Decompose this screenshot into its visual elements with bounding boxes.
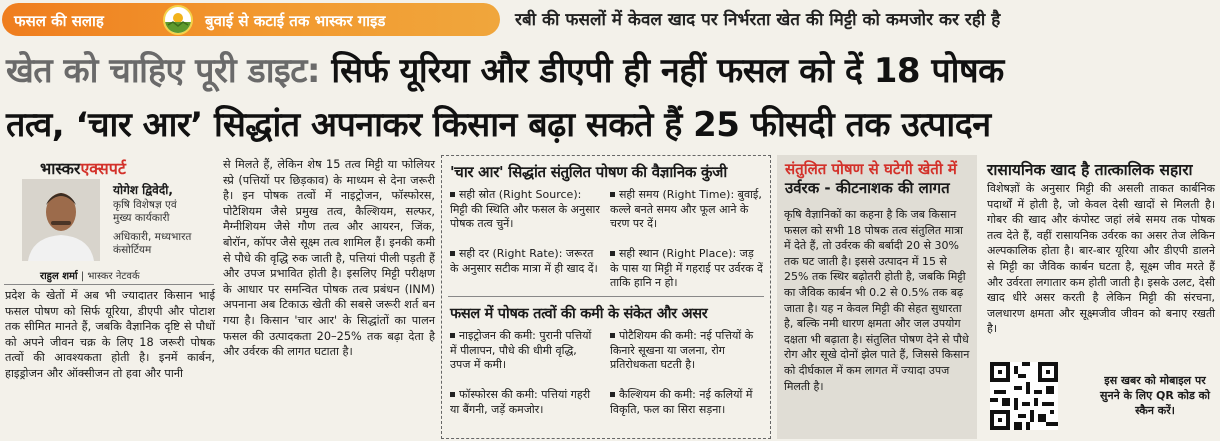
headline-line-1 bbox=[6, 46, 1216, 92]
rule-text: सही स्थान (Right Place): जड़ के पास या मिट्टी में गहराई पर उर्वरक दें ताकि हानि न हो। bbox=[610, 247, 763, 290]
sign-text: कैल्शियम की कमी: नई कलियों में विकृति, फल का सिरा सड़ना। bbox=[610, 388, 753, 416]
sun-field-logo-icon bbox=[163, 5, 193, 35]
reporter-byline bbox=[40, 268, 140, 282]
grey-panel-heading bbox=[785, 160, 975, 198]
expert-name: योगेश द्विवेदी, bbox=[113, 183, 173, 197]
rule-item bbox=[450, 188, 600, 232]
grey-heading-rest: उर्वरक - कीटनाशक की लागत bbox=[785, 179, 950, 197]
section-pill bbox=[2, 3, 500, 36]
rule-item bbox=[450, 247, 600, 276]
section-label: फसल की सलाह bbox=[14, 12, 104, 30]
expert-role-2: मुख्य कार्यकारी bbox=[113, 212, 170, 224]
right-col-body: विशेषज्ञों के अनुसार मिट्टी की असली ताकत कार्बनिक पदार्थों में होती है, जो केवल देसी खादों से मिलती है। गोबर की खाद और कंपोस्ट जहां लंबे समय तक पोषक तत्व देते हैं, वहीं रासायनिक उर्वरक का असर तेज लेकिन अल्पकालिक होता है। बार-बार यूरिया और डीएपी डालने से मिट्टी का जैविक कार्बन घटता है, सूक्ष्म जीव मरते हैं और उर्वरता लगातार कम होती जाती है। इसके उलट, देसी खाद धीरे असर करती है लेकिन मिट्टी की संरचना, जलधारण क्षमता और सूक्ष्मजीव जीवन को बनाए रखती है। bbox=[987, 182, 1215, 336]
sign-item bbox=[610, 388, 764, 417]
expert-tag-word: एक्सपर्ट bbox=[80, 159, 126, 178]
qr-code-icon[interactable] bbox=[990, 362, 1058, 430]
tagline: रबी की फसलों में केवल खाद पर निर्भरता खेत की मिट्टी को कमजोर कर रही है bbox=[515, 10, 1001, 30]
rule-text: सही समय (Right Time): बुवाई, कल्ले बनते समय और फूल आने के चरण पर दें। bbox=[610, 188, 762, 231]
expert-role-4: कंसोर्टियम bbox=[113, 244, 152, 256]
expert-tag bbox=[40, 157, 126, 179]
sign-item bbox=[450, 329, 600, 373]
sign-text: पोटैशियम की कमी: नई पत्तियों के किनारे सूखना या जलना, रोग प्रतिरोधकता घटती है। bbox=[610, 329, 754, 372]
grey-panel-body: कृषि वैज्ञानिकों का कहना है कि जब किसान फसल को सभी 18 पोषक तत्व संतुलित मात्रा में देते हैं, तो उर्वरक की बर्बादी 20 से 30% तक घट जाती है। इससे उत्पादन में 15 से 25% तक स्थिर बढ़ोतरी होती है, जबकि मिट्टी का जैविक कार्बन भी 0.2 से 0.5% तक बढ़ जाता है। यह न केवल मिट्टी की सेहत सुधारता है, बल्कि नमी धारण क्षमता और जल उपयोग दक्षता भी बढ़ाता है। संतुलित पोषण देने से पौधे रोग और सूखे दोनों झेल पाते हैं, जिससे किसान को दीर्घकाल में कम लागत में ज्यादा उपज मिलती है। bbox=[784, 208, 970, 393]
box-divider bbox=[448, 296, 764, 297]
headline-line-2: तत्व, ‘चार आर’ सिद्धांत अपनाकर किसान बढ़ा सकते हैं 25 फीसदी तक उत्पादन bbox=[6, 105, 991, 145]
qr-caption: इस खबर को मोबाइल पर सुनने के लिए QR कोड को स्कैन करें। bbox=[1100, 374, 1210, 417]
four-r-box bbox=[441, 155, 771, 439]
sign-item bbox=[610, 329, 764, 373]
expert-tag-brand: भास्कर bbox=[40, 159, 81, 178]
article-col-1: प्रदेश के खेतों में अब भी ज्यादातर किसान भाई फसल पोषण को सिर्फ यूरिया, डीएपी और पोटाश तक सीमित मानते हैं, जबकि वैज्ञानिक दृष्टि से पौधों को अपने जीवन चक्र के लिए 18 जरूरी पोषक तत्वों की आवश्यकता होती है। इनमें कार्बन, हाइड्रोजन और ऑक्सीजन तो हवा और पानी bbox=[5, 289, 215, 380]
sign-item bbox=[450, 388, 600, 417]
sign-text: फॉस्फोरस की कमी: पत्तियां गहरी या बैंगनी, जड़ें कमजोर। bbox=[450, 388, 591, 416]
reporter-name: राहुल शर्मा bbox=[40, 271, 78, 282]
expert-role-1: कृषि विशेषज्ञ एवं bbox=[113, 199, 177, 211]
rule-text: सही स्रोत (Right Source): मिट्टी की स्थिति और फसल के अनुसार पोषक तत्व चुनें। bbox=[450, 188, 600, 231]
divider bbox=[4, 284, 214, 285]
section-subtitle: बुवाई से कटाई तक भास्कर गाइड bbox=[205, 12, 386, 30]
rule-item bbox=[610, 247, 764, 291]
headline-lead: खेत को चाहिए पूरी डाइट: bbox=[6, 51, 320, 91]
right-col-heading: रासायनिक खाद है तात्कालिक सहारा bbox=[987, 161, 1193, 179]
expert-role-3: अधिकारी, मध्यभारत bbox=[113, 231, 192, 243]
top-bar bbox=[0, 0, 1220, 40]
box-subtitle: फसल में पोषक तत्वों की कमी के संकेत और असर bbox=[450, 306, 708, 322]
rule-item bbox=[610, 188, 764, 232]
reporter-org: | भास्कर नेटवर्क bbox=[80, 271, 140, 282]
sign-text: नाइट्रोजन की कमी: पुरानी पत्तियों में पीलापन, पौधे की धीमी वृद्धि, उपज में कमी। bbox=[450, 329, 592, 372]
article-col-2: से मिलते हैं, लेकिन शेष 15 तत्व मिट्टी या फोलियर स्प्रे (पत्तियों पर छिड़काव) के माध्यम से देना जरूरी है। इन पोषक तत्वों में नाइट्रोजन, फॉस्फोरस, पोटैशियम जैसे प्रमुख तत्व, कैल्शियम, सल्फर, मैग्नीशियम जैसे गौण तत्व और आयरन, जिंक, बोरॉन, कॉपर जैसे सूक्ष्म तत्व शामिल हैं। इनकी कमी से पौधे की वृद्धि रुक जाती है, पत्तियां पीली पड़ती हैं और उपज प्रभावित होती है। इसलिए मिट्टी परीक्षण के आधार पर समन्वित पोषक तत्व प्रबंधन (INM) अपनाना अब टिकाऊ खेती की सबसे जरूरी शर्त बन गया है। किसान 'चार आर' के सिद्धांतों का पालन फसल की उत्पादकता 20–25% तक बढ़ा देता है और उर्वरक की लागत घटाता है। bbox=[223, 158, 435, 359]
headline-line-1-rest: सिर्फ यूरिया और डीएपी ही नहीं फसल को दें 18 पोषक bbox=[331, 51, 1004, 91]
grey-heading-red: संतुलित पोषण से घटेगी खेती में bbox=[785, 160, 957, 178]
rule-text: सही दर (Right Rate): जरूरत के अनुसार सटीक मात्रा में ही खाद दें। bbox=[450, 247, 598, 275]
expert-photo bbox=[22, 179, 100, 261]
box-title: 'चार आर' सिद्धांत संतुलित पोषण की वैज्ञानिक कुंजी bbox=[450, 163, 727, 181]
